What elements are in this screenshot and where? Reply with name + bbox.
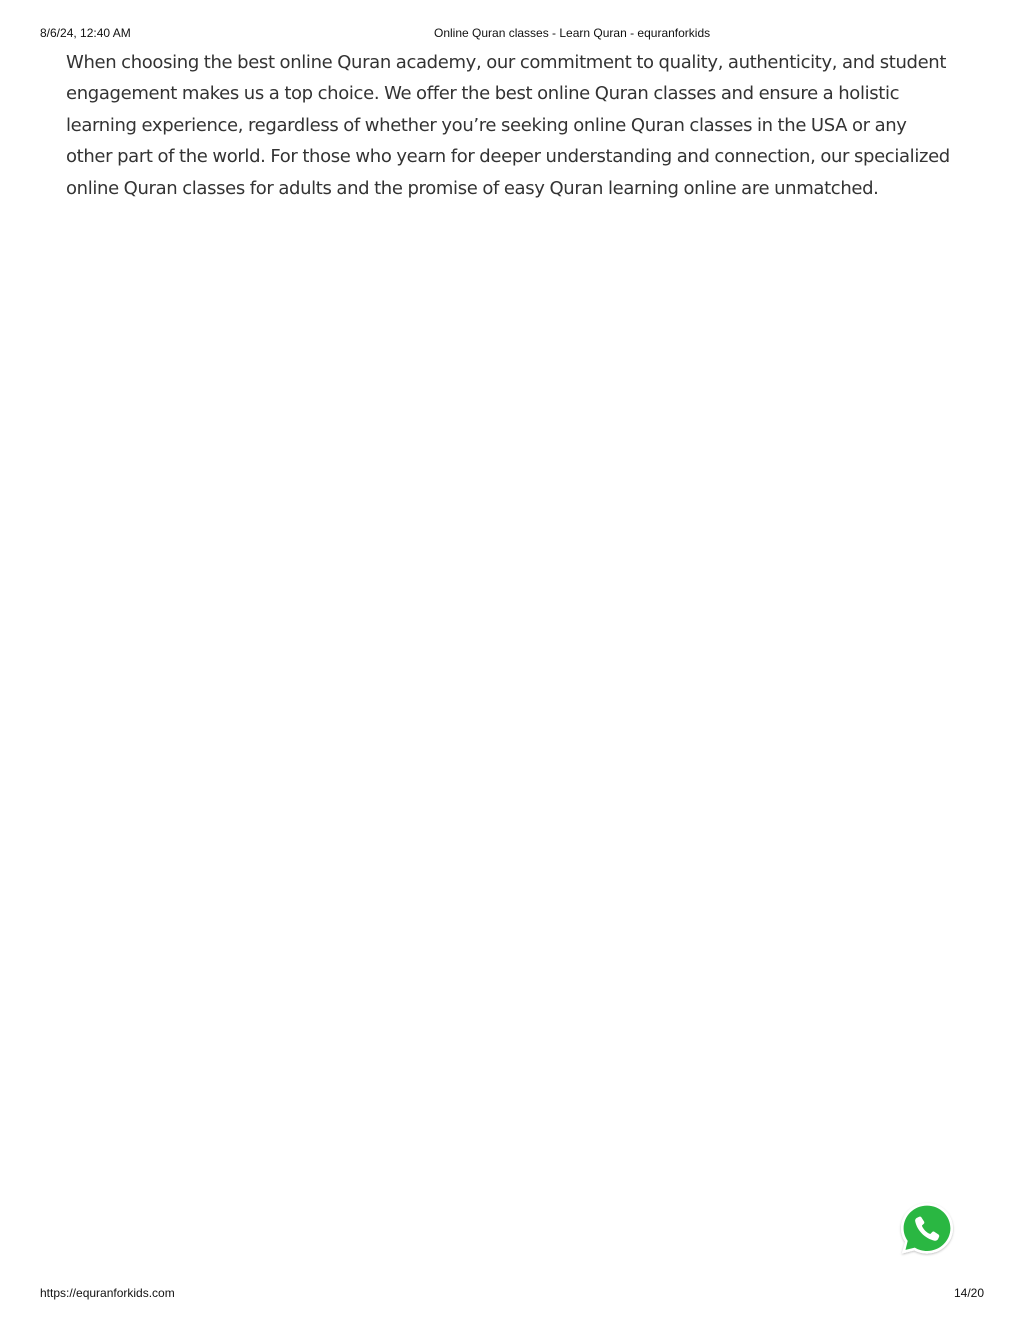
print-header [0, 26, 1024, 42]
print-date: 8/6/24, 12:40 AM [40, 26, 131, 40]
print-page-title: Online Quran classes - Learn Quran - equranforkids [434, 26, 711, 40]
print-url: https://equranforkids.com [40, 1286, 175, 1300]
article-paragraph: When choosing the best online Quran academy, our commitment to quality, authenticity, and student engagement makes us a top choice. We offer the best online Quran classes and ensure a holistic learning experience, regardless of whether you’re seeking online Quran classes in the USA or any other part of the world. For those who yearn for deeper understanding and connection, our specialized online Quran classes for adults and the promise of easy Quran learning online are unmatched. [66, 52, 950, 199]
page-number: 14/20 [953, 1286, 984, 1300]
print-footer [0, 1286, 1024, 1302]
whatsapp-chat-button[interactable] [898, 1200, 956, 1258]
article-content [66, 47, 956, 204]
whatsapp-icon [898, 1200, 956, 1258]
